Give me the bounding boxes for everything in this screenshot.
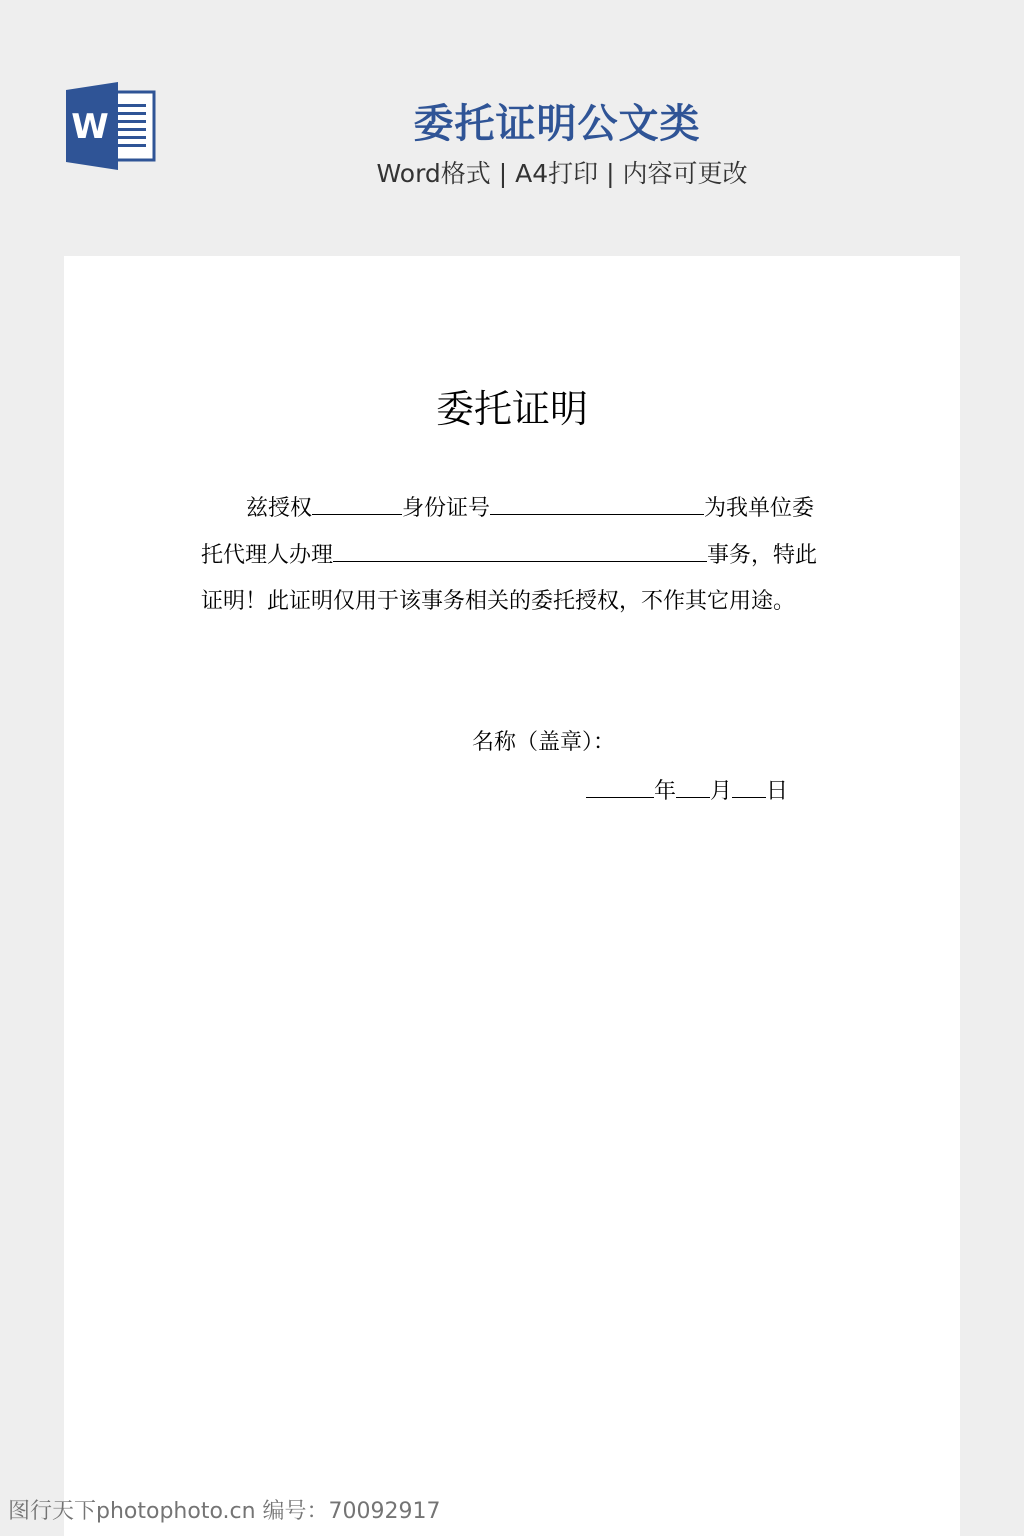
document-page — [64, 256, 960, 1536]
signature-label: 名称（盖章）： — [472, 730, 616, 755]
month-label: 月 — [710, 779, 733, 804]
word-icon-letter: W — [71, 107, 109, 147]
document-line-1 — [246, 492, 814, 524]
matter-blank — [333, 539, 707, 562]
year-label: 年 — [654, 779, 677, 804]
date-line — [586, 775, 788, 807]
line1-mid: 身份证号 — [402, 496, 491, 521]
name-blank — [312, 492, 402, 515]
day-label: 日 — [766, 779, 789, 804]
page-subtitle: Word格式 | A4打印 | 内容可更改 — [376, 159, 748, 188]
document-line-2 — [201, 539, 817, 571]
id-number-blank — [490, 492, 704, 515]
document-title: 委托证明 — [435, 387, 588, 431]
watermark: 图行天下photophoto.cn 编号：70092917 — [8, 1499, 441, 1524]
day-blank — [732, 775, 766, 798]
month-blank — [676, 775, 710, 798]
year-blank — [586, 775, 654, 798]
line2-suffix: 事务，特此 — [707, 543, 818, 568]
document-line-3: 证明！此证明仅用于该事务相关的委托授权，不作其它用途。 — [201, 589, 796, 614]
line1-suffix: 为我单位委 — [704, 496, 815, 521]
line2-prefix: 托代理人办理 — [201, 543, 334, 568]
page-title: 委托证明公文类 — [413, 101, 701, 147]
line1-prefix: 兹授权 — [246, 496, 313, 521]
